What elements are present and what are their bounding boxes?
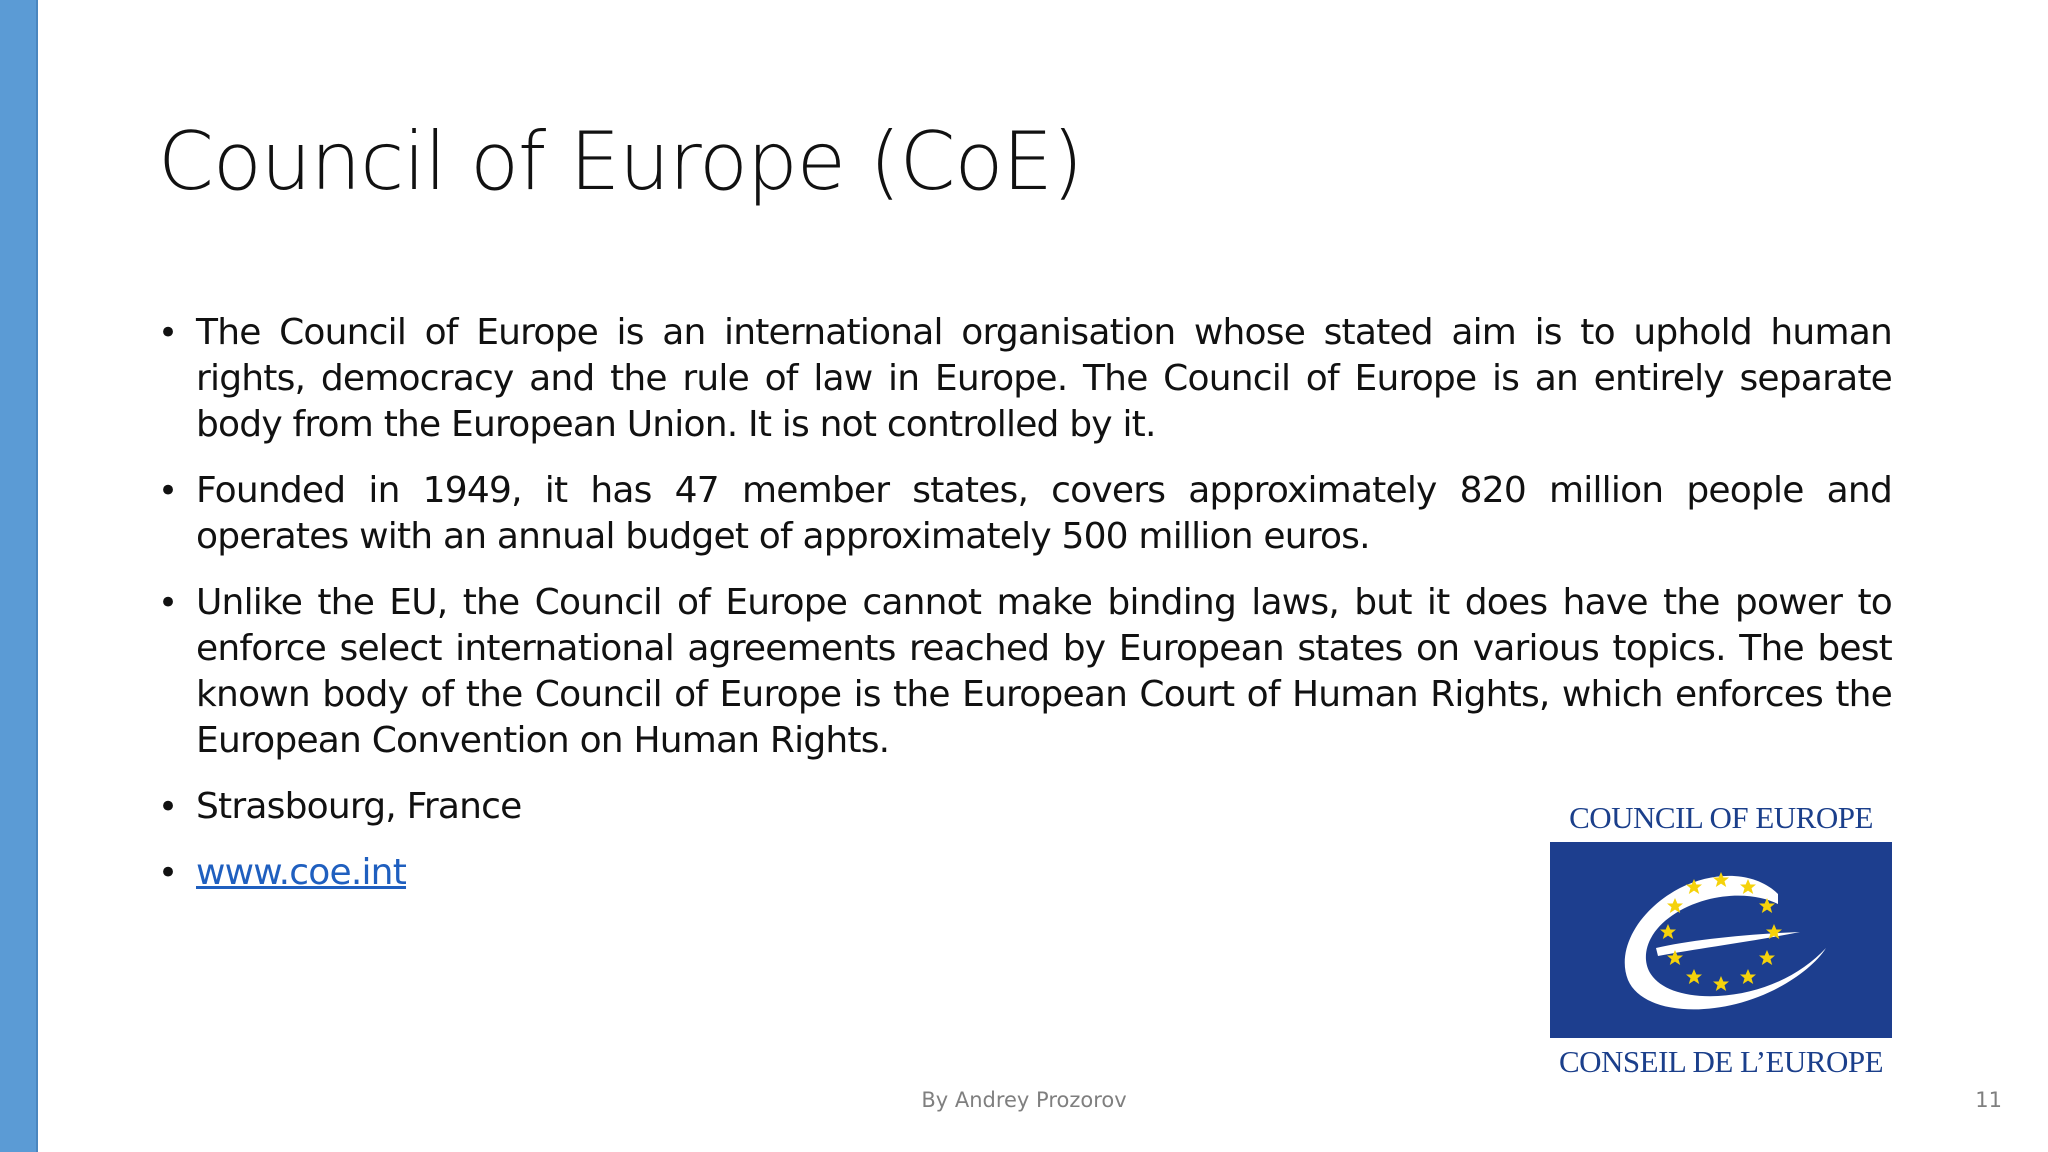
accent-bar — [0, 0, 38, 1152]
bullet-marker: • — [158, 471, 178, 511]
bullet-marker: • — [158, 313, 178, 353]
logo-emblem-icon — [1550, 842, 1892, 1038]
footer-author: By Andrey Prozorov — [921, 1088, 1127, 1112]
bullet-text: Unlike the EU, the Council of Europe cannot make binding laws, but it does have the power to enforce select international agreements reached by European states on various topics. The best known body of the Council of Europe is the European Court of Human Rights, which enforces the European Convention on Human Rights. — [196, 582, 1892, 761]
bullet-text: The Council of Europe is an international organisation whose stated aim is to uphold human rights, democracy and the rule of law in Europe. The Council of Europe is an entirely separate body from the European Union. It is not controlled by it. — [196, 312, 1892, 445]
bullet-text: Founded in 1949, it has 47 member states, covers approximately 820 million people and operates with an annual budget of approximately 500 million euros. — [196, 470, 1892, 557]
bullet-marker: • — [158, 853, 178, 893]
page-number: 11 — [1975, 1088, 2002, 1112]
coe-website-link[interactable]: www.coe.int — [196, 852, 407, 893]
logo-top-text: COUNCIL OF EUROPE — [1569, 800, 1873, 835]
bullet-item — [158, 580, 1892, 764]
slide-title: Council of Europe (CoE) — [158, 115, 1083, 208]
logo-flag — [1550, 842, 1892, 1038]
logo-bottom-text: CONSEIL DE L’EUROPE — [1558, 1044, 1884, 1079]
bullet-marker: • — [158, 787, 178, 827]
bullet-marker: • — [158, 583, 178, 623]
bullet-item — [158, 310, 1892, 448]
council-of-europe-logo — [1548, 800, 1894, 1088]
bullet-item — [158, 468, 1892, 560]
bullet-text: Strasbourg, France — [196, 786, 522, 827]
